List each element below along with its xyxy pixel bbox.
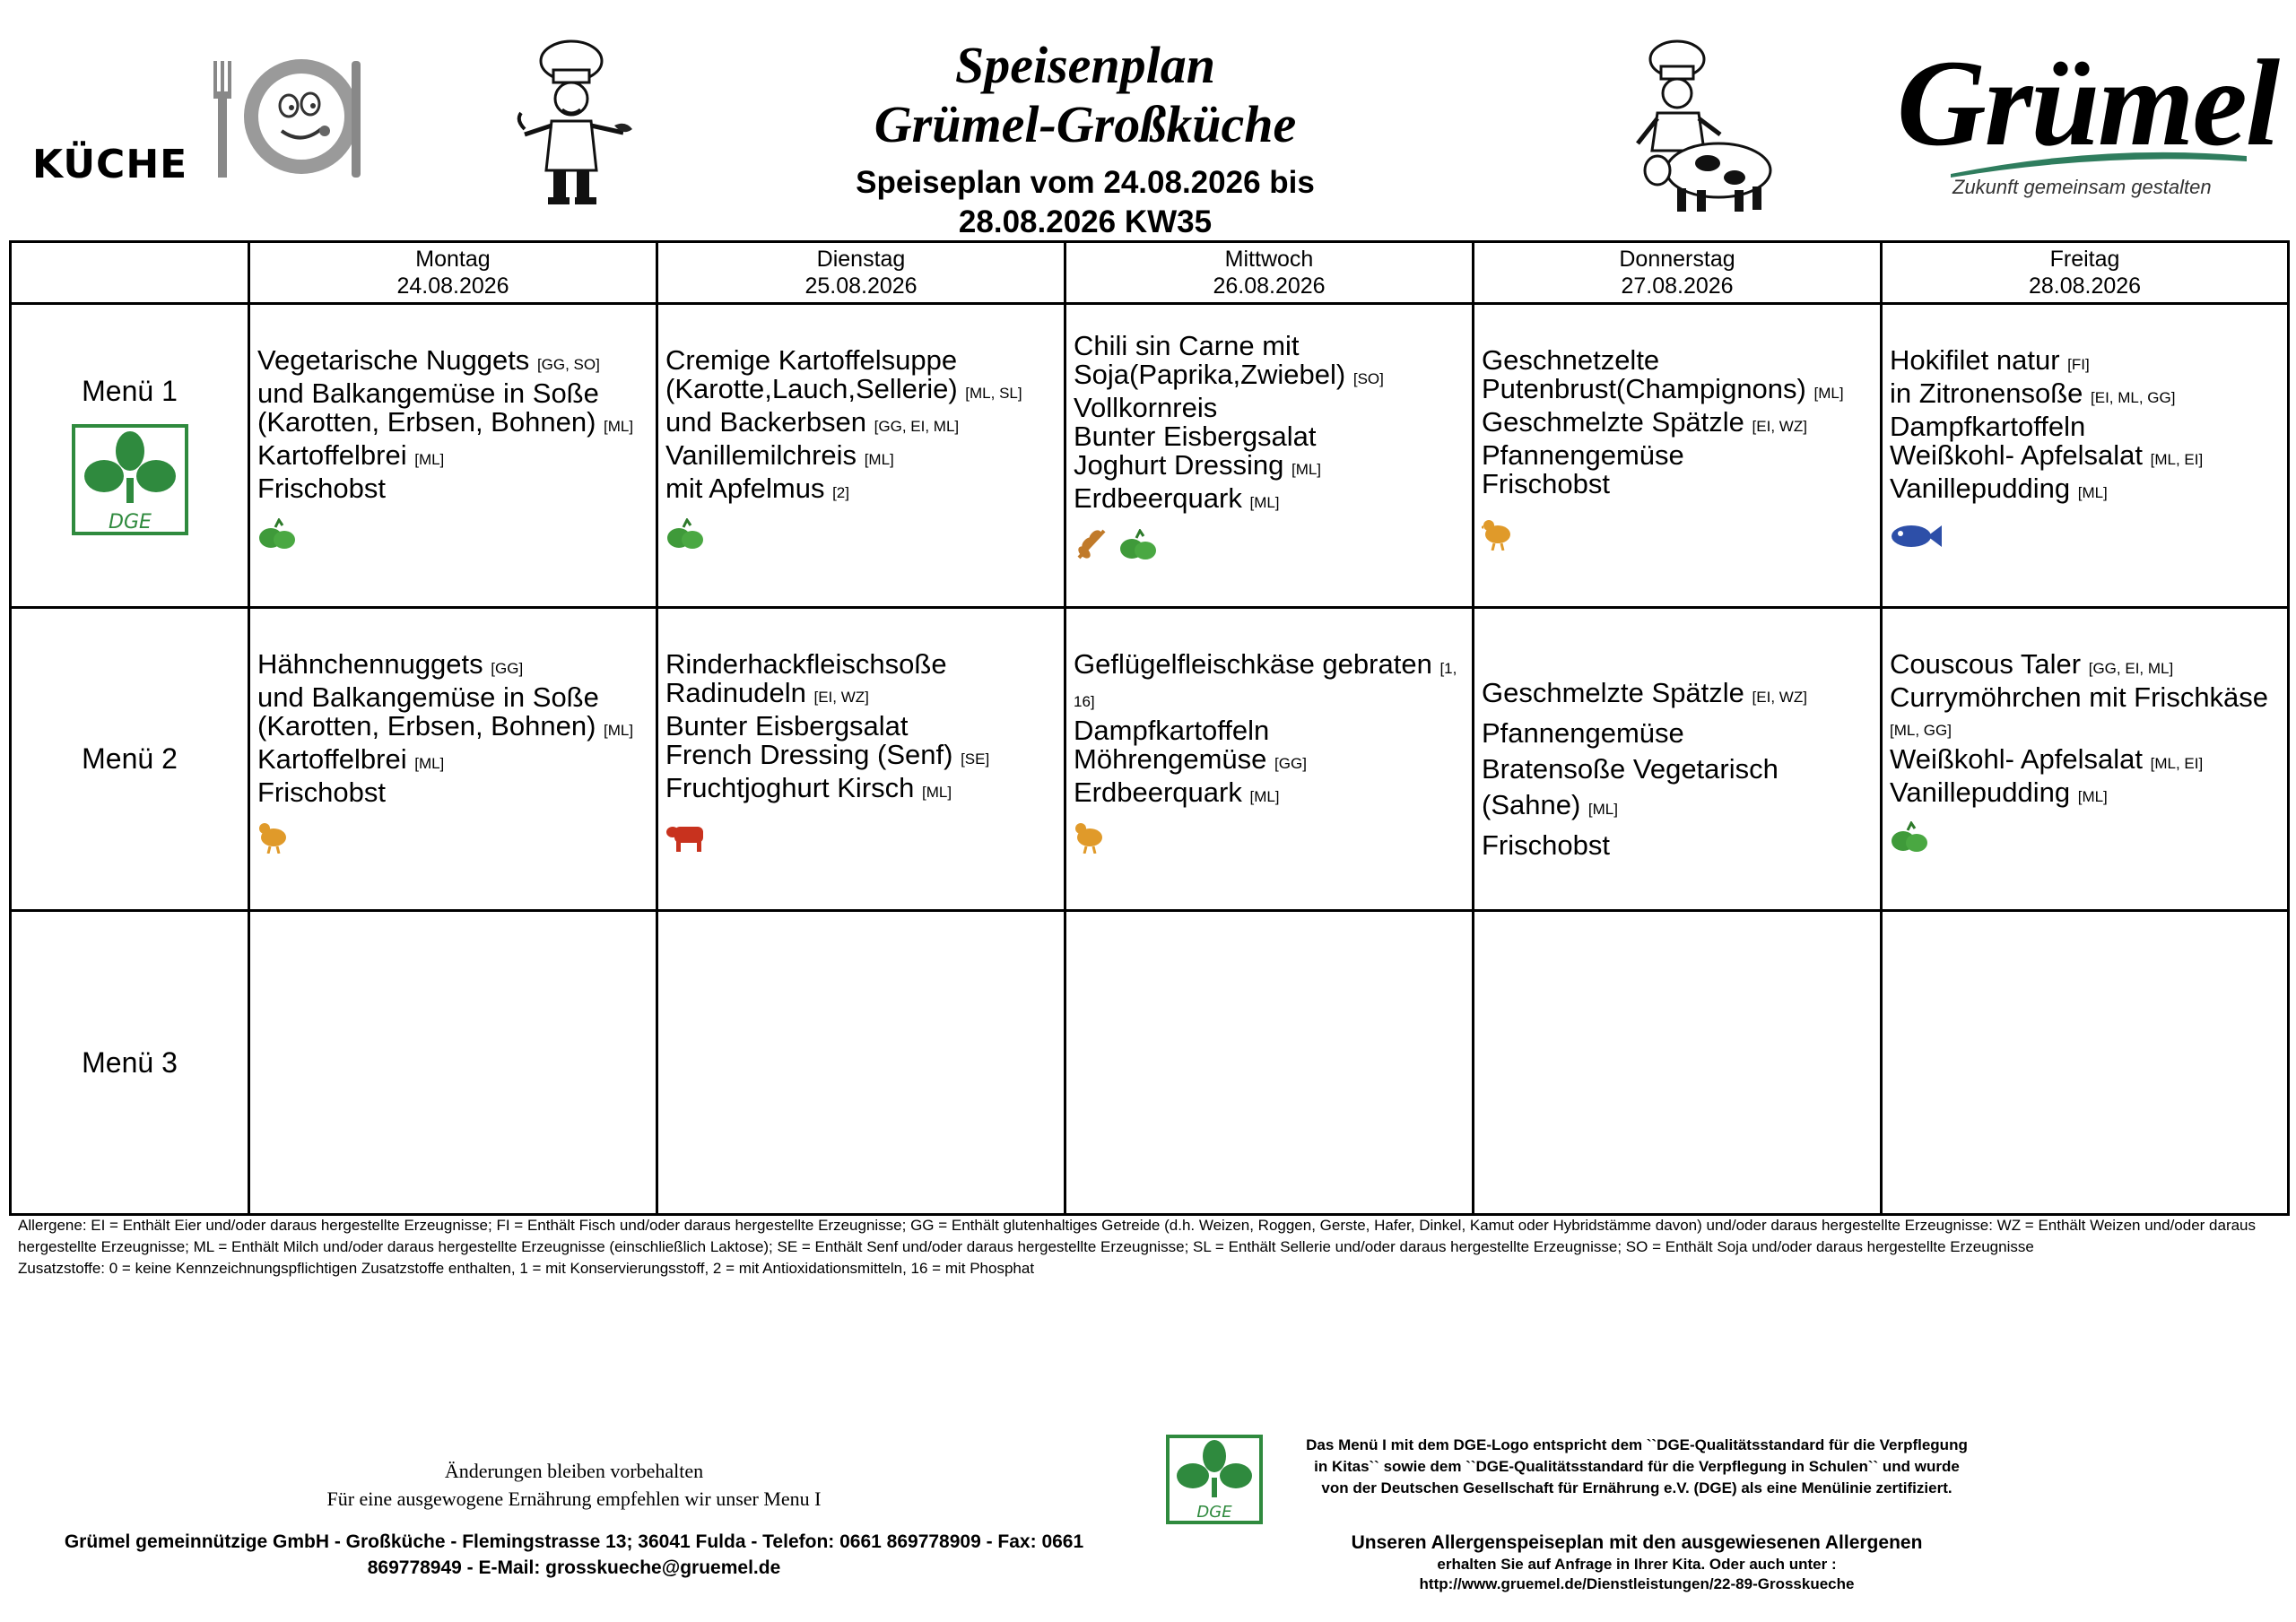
swoosh-icon xyxy=(1951,143,2256,179)
footer-left xyxy=(36,1457,1112,1581)
chef-cook-icon xyxy=(516,36,650,211)
kueche-logo-text: KÜCHE xyxy=(32,142,188,187)
list-item: (Karotte,Lauch,Sellerie) [ML, SL] xyxy=(665,373,1022,405)
list-item: French Dressing (Senf) [SE] xyxy=(665,738,990,770)
list-item: Pfannengemüse xyxy=(1482,439,1684,472)
day-header-friday: Freitag 28.08.2026 xyxy=(1882,242,2289,304)
menu1-friday xyxy=(1882,304,2289,608)
day-header-wednesday: Mittwoch 26.08.2026 xyxy=(1065,242,1474,304)
list-item: Geschmelzte Spätzle [EI, WZ] xyxy=(1482,406,1807,438)
list-item: Couscous Taler [GG, EI, ML] xyxy=(1890,647,2174,680)
row-label-menu-2: Menü 2 xyxy=(11,607,249,911)
menu3-thursday xyxy=(1474,911,1882,1215)
menu1-monday xyxy=(249,304,657,608)
svg-text:DGE: DGE xyxy=(108,511,152,534)
plate-cutlery-icon xyxy=(167,52,364,186)
list-item: Erdbeerquark [ML] xyxy=(1074,482,1280,515)
list-item: Vanillemilchreis [ML] xyxy=(665,439,894,472)
footer-right xyxy=(1269,1435,2005,1594)
row-label-text: Menü 1 xyxy=(82,375,178,408)
list-item: Putenbrust(Champignons) [ML] xyxy=(1482,373,1844,405)
menu2-wednesday xyxy=(1065,607,1474,911)
list-item: Dampfkartoffeln xyxy=(1074,714,1270,746)
vegetable-icon xyxy=(665,518,705,551)
list-item: Geschnetzelte xyxy=(1482,344,1660,377)
list-item: Vegetarische Nuggets [GG, SO] xyxy=(257,344,600,377)
row-label-menu-3: Menü 3 xyxy=(11,911,249,1215)
menu1-tuesday xyxy=(657,304,1065,608)
chicken-icon xyxy=(1482,516,1514,551)
list-item: und Balkangemüse in Soße xyxy=(257,681,599,713)
kueche-logo xyxy=(32,52,364,186)
list-item: Kartoffelbrei [ML] xyxy=(257,439,445,472)
menu2-friday xyxy=(1882,607,2289,911)
list-item: Pfannengemüse xyxy=(1482,716,1684,749)
list-item: und Backerbsen [GG, EI, ML] xyxy=(665,406,960,438)
list-item: Erdbeerquark [ML] xyxy=(1074,776,1280,808)
gruemel-slogan: Zukunft gemeinsam gestalten xyxy=(1952,176,2212,198)
cow-icon xyxy=(665,821,709,854)
menu2-tuesday xyxy=(657,607,1065,911)
list-item: Cremige Kartoffelsuppe xyxy=(665,344,958,377)
title-block xyxy=(780,36,1390,242)
list-item: Radinudeln [EI, WZ] xyxy=(665,676,869,708)
menu3-tuesday xyxy=(657,911,1065,1215)
gruemel-logo-text: Grümel xyxy=(1897,34,2279,171)
gruemel-logo xyxy=(1888,34,2279,206)
dge-note-line-1: Das Menü I mit dem DGE-Logo entspricht dem ``DGE-Qualitätsstandard für die Verpflegung xyxy=(1306,1436,1968,1453)
legend xyxy=(18,1215,2287,1279)
list-item: Geschmelzte Spätzle [EI, WZ] xyxy=(1482,676,1807,708)
row-label-menu-1 xyxy=(11,304,249,608)
menu2-monday xyxy=(249,607,657,911)
list-item: Bunter Eisbergsalat xyxy=(665,709,909,742)
allergen-legend: Allergene: EI = Enthält Eier und/oder daraus hergestellte Erzeugnisse; FI = Enthält Fisch und/oder daraus hergestellte Erzeugnisse; GG = Enthält glutenhaltiges Getreide (d.h. Weizen, Roggen, Gerste, Hafer, Dinkel, Kamut oder Hybridstämme davon) und/oder daraus hergestellte Erzeugnisse: WZ = Enthält Weizen und/oder daraus hergestellte Erzeugnisse; ML = Enthält Milch und/oder daraus hergestellte Erzeugnisse (einschließlich Laktose); SE = Enthält Senf und/oder daraus hergestellte Erzeugnisse; SL = Enthält Sellerie und/oder daraus hergestellte Erzeugnisse; SO = Enthält Soja und/oder daraus hergestellte Erzeugnisse xyxy=(18,1217,2257,1255)
list-item: Fruchtjoghurt Kirsch [ML] xyxy=(665,771,952,803)
dge-logo-icon xyxy=(72,424,188,535)
company-address: Grümel gemeinnützige GmbH - Großküche - Flemingstrasse 13; 36041 Fulda - Telefon: 0661 869778909 - Fax: 0661 869778949 - E-Mail: grosskueche@gruemel.de xyxy=(64,1531,1084,1578)
dge-logo-icon xyxy=(1166,1435,1263,1524)
list-item: Kartoffelbrei [ML] xyxy=(257,742,445,775)
list-item: Weißkohl- Apfelsalat [ML, EI] xyxy=(1890,439,2204,472)
list-item: Dampfkartoffeln xyxy=(1890,411,2086,443)
menu-row-3 xyxy=(11,911,2289,1215)
list-item: Soja(Paprika,Zwiebel) [SO] xyxy=(1074,359,1384,391)
svg-text:DGE: DGE xyxy=(1196,1503,1232,1522)
list-item: mit Apfelmus [2] xyxy=(665,473,849,505)
menu-row-2 xyxy=(11,607,2289,911)
day-header-thursday: Donnerstag 27.08.2026 xyxy=(1474,242,1882,304)
list-item: in Zitronensoße [EI, ML, GG] xyxy=(1890,377,2176,410)
list-item: Hähnchennuggets [GG] xyxy=(257,647,524,680)
allergen-plan-note: erhalten Sie auf Anfrage in Ihrer Kita. Oder auch unter : xyxy=(1437,1556,1837,1573)
list-item: (Sahne) [ML] xyxy=(1482,788,1618,820)
chicken-icon xyxy=(1074,820,1106,854)
list-item: Frischobst xyxy=(1482,468,1610,500)
list-item: Weißkohl- Apfelsalat [ML, EI] xyxy=(1890,742,2204,775)
list-item: und Balkangemüse in Soße xyxy=(257,377,599,410)
menu2-thursday xyxy=(1474,607,1882,911)
list-item: Joghurt Dressing [ML] xyxy=(1074,449,1322,481)
vegetable-icon xyxy=(1118,529,1158,561)
menu3-friday xyxy=(1882,911,2289,1215)
list-item: Rinderhackfleischsoße xyxy=(665,647,947,680)
chef-cow-icon xyxy=(1622,36,1783,215)
list-item: Chili sin Carne mit xyxy=(1074,330,1300,362)
table-header-row xyxy=(11,242,2289,304)
menu-table xyxy=(9,240,2290,1216)
table-corner xyxy=(11,242,249,304)
list-item: Bratensoße Vegetarisch xyxy=(1482,752,1779,785)
list-item: Frischobst xyxy=(1482,828,1610,861)
additive-legend: Zusatzstoffe: 0 = keine Kennzeichnungspflichtigen Zusatzstoffe enthalten, 1 = mit Konservierungsstoff, 2 = mit Antioxidationsmitteln, 16 = mit Phosphat xyxy=(18,1260,1035,1277)
list-item: Vollkornreis xyxy=(1074,392,1218,424)
menu-row-1 xyxy=(11,304,2289,608)
list-item: Vanillepudding [ML] xyxy=(1890,776,2108,808)
page-title-kitchen: Grümel-Großküche xyxy=(874,95,1297,153)
list-item: Bunter Eisbergsalat xyxy=(1074,421,1317,453)
dge-note-line-2: in Kitas`` sowie dem ``DGE-Qualitätsstandard für die Verpflegung in Schulen`` und wurde xyxy=(1314,1458,1960,1475)
list-item: Vanillepudding [ML] xyxy=(1890,473,2108,505)
chicken-icon xyxy=(257,820,290,854)
allergen-plan-link[interactable]: http://www.gruemel.de/Dienstleistungen/22-89-Grosskueche xyxy=(1419,1575,1855,1592)
list-item: Geflügelfleischkäse gebraten [1, 16] xyxy=(1074,647,1457,710)
list-item: (Karotten, Erbsen, Bohnen) [ML] xyxy=(257,709,634,742)
list-item: Frischobst xyxy=(257,473,386,505)
list-item: (Karotten, Erbsen, Bohnen) [ML] xyxy=(257,406,634,438)
recommend-note: Für eine ausgewogene Ernährung empfehlen wir unser Menu I xyxy=(326,1488,822,1510)
allergen-plan-title: Unseren Allergenspeiseplan mit den ausgewiesenen Allergenen xyxy=(1351,1532,1923,1553)
list-item: [ML, GG] xyxy=(1890,721,1952,739)
vegetable-icon xyxy=(257,518,297,551)
grain-icon xyxy=(1074,525,1109,561)
page-subtitle: Speiseplan vom 24.08.2026 bis 28.08.2026 KW35 xyxy=(856,165,1315,239)
menu1-wednesday xyxy=(1065,304,1474,608)
fish-icon xyxy=(1890,522,1942,551)
menu1-thursday xyxy=(1474,304,1882,608)
menu3-monday xyxy=(249,911,657,1215)
changes-note: Änderungen bleiben vorbehalten xyxy=(444,1460,704,1482)
list-item: Möhrengemüse [GG] xyxy=(1074,742,1307,775)
menu3-wednesday xyxy=(1065,911,1474,1215)
dge-note-line-3: von der Deutschen Gesellschaft für Ernährung e.V. (DGE) als eine Menülinie zertifiziert. xyxy=(1321,1479,1952,1496)
page-title: Speisenplan xyxy=(954,36,1216,94)
day-header-tuesday: Dienstag 25.08.2026 xyxy=(657,242,1065,304)
list-item: Frischobst xyxy=(257,776,386,808)
day-header-monday: Montag 24.08.2026 xyxy=(249,242,657,304)
list-item: Hokifilet natur [FI] xyxy=(1890,344,2090,377)
vegetable-icon xyxy=(1890,821,1929,854)
list-item: Currymöhrchen mit Frischkäse xyxy=(1890,681,2269,713)
